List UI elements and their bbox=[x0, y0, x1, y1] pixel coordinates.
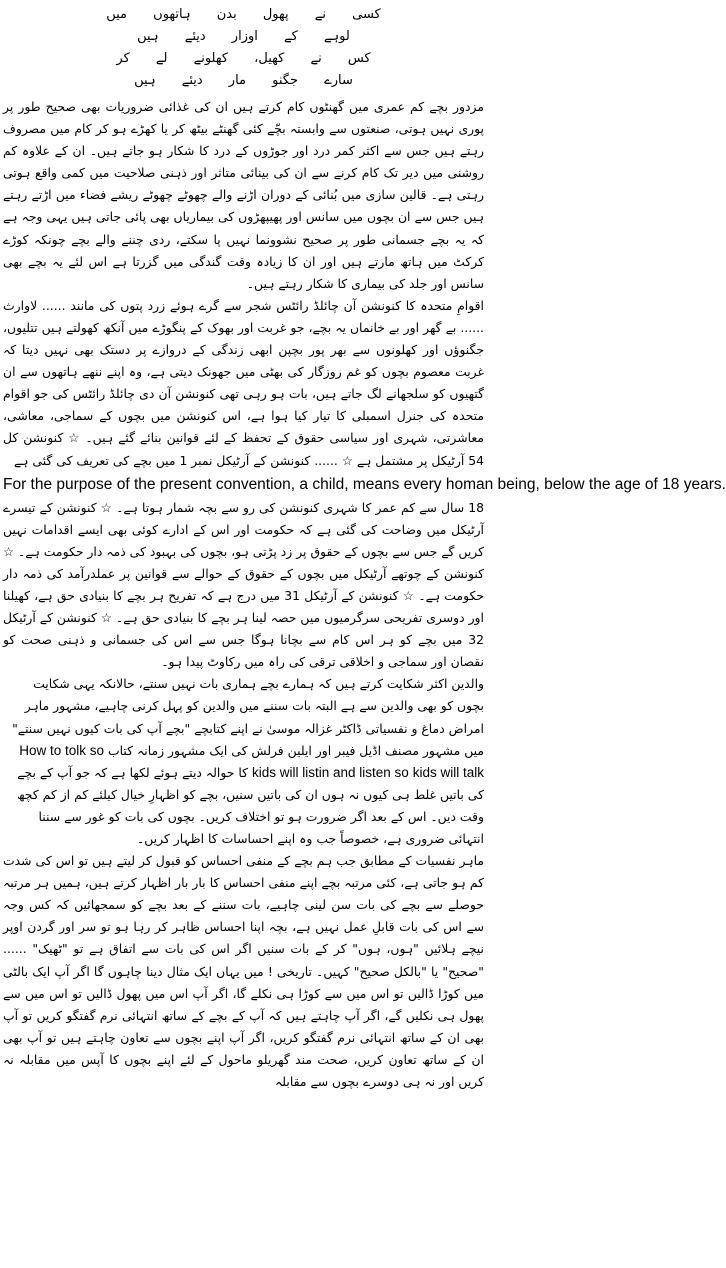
paragraph-articles: 18 سال سے کم عمر کا شہری کنونشن کی رو سے بچہ شمار ہوتا ہے۔ ☆ کنونشن کے تیسرے آرٹیکل میں وضاحت کی گئی ہے کہ حکومت اور اس کے ادارے کوئی بھی ایسے اقدامات نہیں کریں گے جس سے بچوں کے حقوق پر زد پڑتی ہو، بچوں کی بہبود کی ذمہ دار حکومت ہے۔ ☆ کنونشن کے چوتھے آرٹیکل میں بچوں کے حقوق کے حوالے سے قوانین پر عملدرآمد کی ذمہ دار حکومت ہے۔ ☆ کنونشن کے آرٹیکل 31 میں درج ہے کہ تفریح ہر بچے کا بنیادی حق ہے، کھیلنا اور دوسری تفریحی سرگرمیوں میں حصہ لینا ہر بچے کا بنیادی حق ہے۔ ☆ کنونشن کے آرٹیکل 32 میں بچے کو ہر اس کام سے بچانا ہوگا جس سے اس کی جسمانی و ذہنی صحت کو نقصان اور سماجی و اخلاقی ترقی کی راہ میں رکاوٹ پیدا ہو۔ bbox=[3, 499, 485, 670]
book-title-end: kids will talk bbox=[412, 764, 484, 780]
english-definition-quote: For the purpose of the present convention, a child, means every homan being, below the age of 18 years. bbox=[3, 475, 726, 493]
poem-line: کس نے کھیل، کھلونے لے کر bbox=[116, 51, 371, 66]
paragraph-psychology: ماہر نفسیات کے مطابق جب ہم بچے کے منفی احساس کو قبول کر لیتے ہیں تو اس کی شدت کم ہو جاتی ہے، کئی مرتبہ بچے اپنے منفی احساس کا بار بار اظہار کرتے ہیں، ہمیں ہر مرتبہ حوصلے سے بچے کی بات سن لینی چاہیے، بات سننے کے بعد بچے کو سمجھائیں کہ کس وجہ سے اس کی بات قابلِ عمل نہیں ہے، بچہ اپنا احساس ظاہر کر رہا ہو تو سر اور گردن اوپر نیچے ہلائیں "ہوں، ہوں" کر کے بات سنیں اگر اس کی بات سے اتفاق ہے تو "ٹھیک" ...... "صحیح" یا "بالکل صحیح" کہیں۔ تاریخی ! میں یہاں ایک مثال دینا چاہوں گا اگر آپ ایک بالٹی میں کوڑا ڈالیں تو اس میں سے کوڑا ہی نکلے گا، اگر آپ اس میں پھول ڈالیں تو اس میں سے پھول ہی نکلیں گے، اگر آپ چاہتے ہیں کہ آپ کے بچے کے ساتھ انتہائی نرم گفتگو کریں تو آپ بھی ان کے ساتھ انتہائی نرم گفتگو کریں، اگر آپ اپنے بچوں سے تعاون چاہتے ہیں تو آپ بھی ان کے ساتھ تعاون کریں، صحت مند گھریلو ماحول کے لئے اپنے بچوں کا آپس میں مقابلہ نہ کریں اور نہ ہی دوسرے بچوں سے مقابلہ bbox=[3, 853, 484, 1090]
paragraph-health: مزدور بچے کم عمری میں گھنٹوں کام کرتے ہیں ان کی غذائی ضروریات بھی صحیح طور پر پوری نہیں ہوتی، صنعتوں سے وابستہ بچّے کئی گھنٹے بیٹھ کر یا کھڑے ہو کر کام میں مصروف رہتے ہیں جس سے اکثر کمر درد اور جوڑوں کے درد کا شکار ہو جاتے ہیں۔ ان کے علاوہ کم روشنی میں دیر تک کام کرنے سے ان کی بینائی متاثر اور ذہنی صلاحیت میں کمی واقع ہوتی رہتی ہے۔ قالین سازی میں بُنائی کے دوران اڑنے والے چھوٹے چھوٹے ریشے فضاء میں اڑتے رہتے ہیں جس سے ان بچوں میں سانس اور پھیپھڑوں کی بیماریاں بھی پائی جاتی ہیں یہی وجہ ہے کہ یہ بچے جسمانی طور پر صحیح نشوونما نہیں پا سکتے، ردی چننے والے بچے چونکہ کوڑے کرکٹ میں ہاتھ مارتے ہیں اور ان کا زیادہ وقت گندگی میں گزرتا ہے اس لئے یہ بچے بھی سانس اور جلد کی بیماری کا شکار رہتے ہیں۔ bbox=[3, 99, 484, 291]
poem-line: سارے جگنو مار دیئے ہیں bbox=[134, 73, 353, 88]
poem-line: لوہے کے اوزار دیئے ہیں bbox=[137, 29, 350, 44]
paragraph-parents-text: والدین اکثر شکایت کرتے ہیں کہ ہمارے بچے ہماری بات نہیں سنتے، حالانکہ یہی شکایت بچوں کو بھی والدین سے ہے البتہ بات سننے میں والدین کو پہل کرنی چاہیے، مشہور ماہر امراض دماغ و نفسیاتی ڈاکٹر غزالہ موسیٰ نے اپنے کتابچے "بچے آپ کی بات کیوں نہیں سنتے" میں مشہور مصنف اڈیل فیبر اور ایلین فرلش کی ایک مشہور زمانہ کتاب bbox=[12, 676, 484, 758]
paragraph-listen-text: کا حوالہ دیتے ہوئے لکھا ہے کہ جو آپ کے بچے کی باتیں غلط ہی کیوں نہ ہوں ان کی باتیں سنیں، بچے کو اظہارِ خیال کیلئے کم از کم کچھ وقت دیں۔ اس کے بعد اگر ضرورت ہو تو اختلاف کریں۔ بچوں کی بات کو غور سے سننا انتہائی ضروری ہے، خصوصاً جب وہ اپنے احساسات کا اظہار کریں۔ bbox=[16, 764, 484, 846]
poem-line: کسی نے پھول بدن ہاتھوں میں bbox=[106, 7, 381, 22]
paragraph-parents bbox=[3, 673, 484, 850]
poem bbox=[3, 4, 484, 92]
book-title: How to tolk so kids will listin and listen so bbox=[19, 742, 409, 780]
paragraph-convention: اقوامِ متحدہ کا کنونشن آن چائلڈ رائٹس شجر سے گرے ہوئے زرد پتوں کی مانند ...... لاوارث ...... بے گھر اور بے خانماں یہ بچے، جو غربت اور بھوک کے پنگوڑے میں آنکھ کھولتے ہیں تتلیوں، جگنوؤں اور کھلونوں سے بھر پور بچپن ابھی زندگی کے دروازے پر دستک بھی نہیں دیتا کہ غربت معصوم بچوں کو غم روزگار کی بھٹی میں جھونک دیتی ہے، وہ اپنے ننھے ہاتھوں سے ان گتھیوں کو سلجھانے لگ جاتے ہیں، بات ہو رہی تھی کنونشن آن دی چائلڈ رائٹس کی جو اقوام متحدہ کی جنرل اسمبلی کا تیار کیا ہوا ہے، اس کنونشن میں بچوں کے سماجی، معاشی، معاشرتی، شہری اور سیاسی حقوق کے تحفظ کے لئے قوانین بنائے گئے ہیں۔ ☆ کنونشن کل 54 آرٹیکل پر مشتمل ہے ☆ ...... کنونشن کے آرٹیکل نمبر 1 میں بچے کی تعریف کی گئی ہے bbox=[3, 297, 484, 468]
